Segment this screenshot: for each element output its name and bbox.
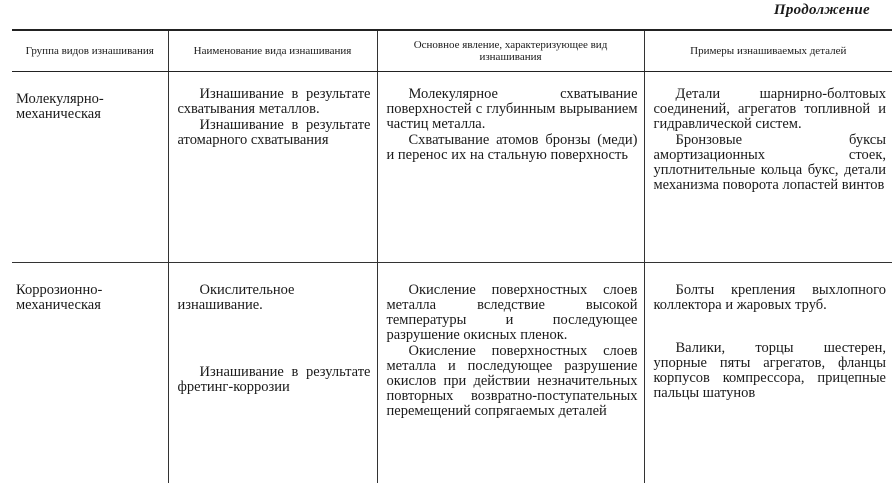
group-cell (12, 263, 168, 483)
group-cell (12, 72, 168, 263)
phenomenon: Окисление поверхностных слоев металла вследствие высокой температуры и последующее разрушение окисных пленок. (387, 283, 638, 343)
phenomenon-cell (377, 263, 644, 483)
examples-cell (644, 263, 892, 483)
table-header-row (12, 30, 892, 72)
phenomenon: Схватывание атомов бронзы (меди) и перенос их на стальную поверхность (387, 133, 638, 163)
wear-name: Изнашивание в результате атомарного схватывания (178, 118, 371, 148)
table-row (12, 72, 892, 263)
header-example-parts: Примеры изнашиваемых деталей (644, 30, 892, 72)
header-wear-name: Наименование вида изнашивания (168, 30, 377, 72)
header-wear-group: Группа видов изнашивания (12, 30, 168, 72)
wear-name: Изнашивание в результате схватывания металлов. (178, 87, 371, 117)
wear-name-cell (168, 263, 377, 483)
phenomenon-cell (377, 72, 644, 263)
table-row (12, 263, 892, 483)
continuation-label: Продолжение (774, 2, 870, 19)
wear-name: Окислительное изнашивание. (178, 283, 371, 313)
phenomenon: Окисление поверхностных слоев металла и последующее разрушение окислов при действии незначительных повторных возвратно-поступательных перемещений сопрягаемых деталей (387, 344, 638, 419)
wear-types-table (12, 29, 892, 483)
group-name: Коррозионно-механическая (16, 283, 164, 313)
example-parts: Болты крепления выхлопного коллектора и жаровых труб. (654, 283, 887, 313)
wear-name-cell (168, 72, 377, 263)
example-parts: Детали шарнирно-болтовых соединений, агрегатов топливной и гидравлической систем. (654, 87, 887, 132)
wear-name: Изнашивание в результате фретинг-коррозии (178, 365, 371, 395)
phenomenon: Молекулярное схватывание поверхностей с глубинным вырыванием частиц металла. (387, 87, 638, 132)
examples-cell (644, 72, 892, 263)
header-main-phenomenon: Основное явление, характеризующее вид изнашивания (377, 30, 644, 72)
example-parts: Валики, торцы шестерен, упорные пяты агрегатов, фланцы корпусов компрессора, прицепные пальцы шатунов (654, 341, 887, 401)
example-parts: Бронзовые буксы амортизационных стоек, уплотнительные кольца букс, детали механизма поворота лопастей винтов (654, 133, 887, 193)
group-name: Молекулярно-механическая (16, 92, 164, 122)
